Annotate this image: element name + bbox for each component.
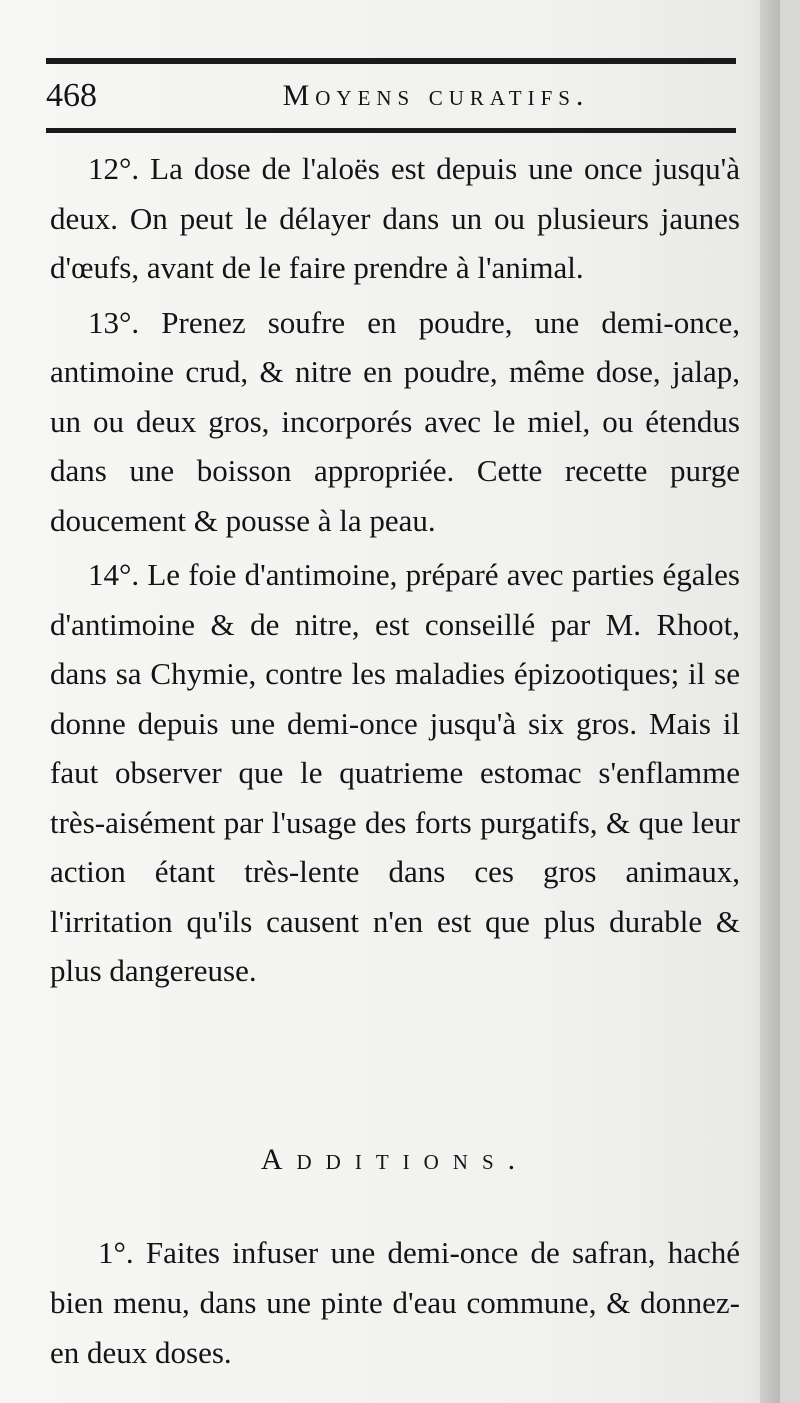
header-rule-bottom — [46, 128, 736, 133]
section-heading: Additions. — [260, 1143, 530, 1176]
addition-paragraph-1: 1°. Faites infuser une demi-once de safran, haché bien menu, dans une pinte d'eau commune, & donnez-en deux doses. — [50, 1235, 740, 1370]
page-number: 468 — [46, 77, 97, 114]
paragraph-14: 14°. Le foie d'antimoine, préparé avec parties égales d'antimoine & de nitre, est conseillé par M. Rhoot, dans sa Chymie, contre les maladies épizootiques; il se donne depuis une demi-once jusqu'à six gros. Mais il faut observer que le quatrieme estomac s'enflamme très-aisément par l'usage des forts purgatifs, & que leur action étant très-lente dans ces gros animaux, l'irritation qu'ils causent n'en est que plus durable & plus dangereuse. — [50, 557, 740, 988]
main-text — [50, 144, 740, 1001]
page-header — [46, 74, 736, 118]
running-head: Moyens curatifs. — [282, 79, 590, 112]
paragraph-13: 13°. Prenez soufre en poudre, une demi-once, antimoine crud, & nitre en poudre, même dose, jalap, un ou deux gros, incorporés avec le miel, ou étendus dans une boisson appropriée. Cette recette purge doucement & pousse à la peau. — [50, 304, 740, 538]
page-edge-shadow — [760, 0, 780, 1403]
section-text — [50, 1228, 740, 1378]
header-rule-top — [46, 58, 736, 64]
paragraph-12: 12°. La dose de l'aloës est depuis une once jusqu'à deux. On peut le délayer dans un ou plusieurs jaunes d'œufs, avant de le faire prendre à l'animal. — [50, 151, 740, 285]
